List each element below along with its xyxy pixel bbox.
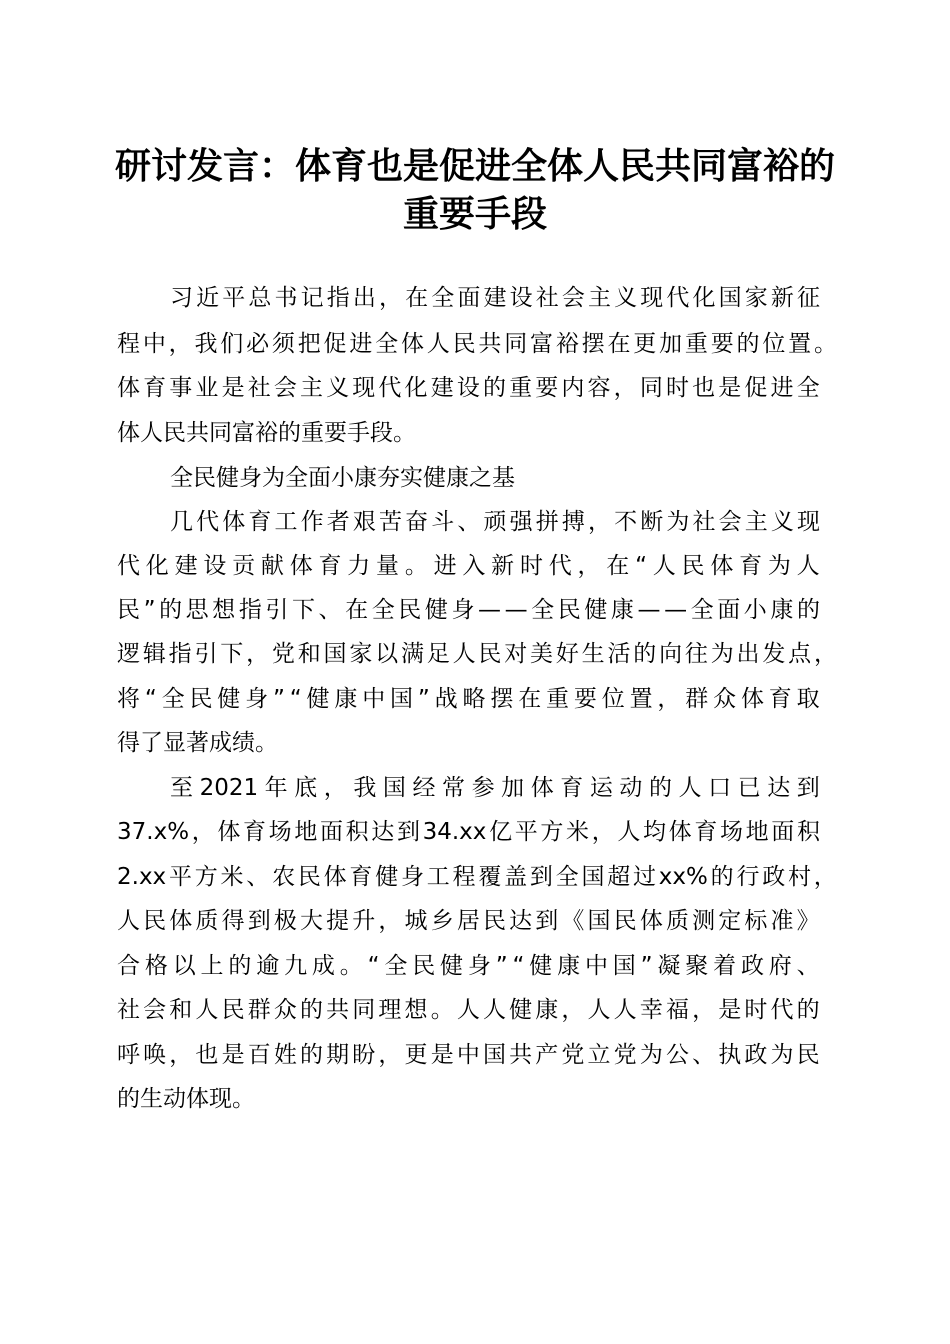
body-line: 体 育 事 业 是 社 会 主 义 现 代 化 建 设 的 重 要 内 容 ， 同 时 也 是 促 进 全 <box>117 375 820 401</box>
body-line: 代 化 建 设 贡 献 体 育 力 量 。 进 入 新 时 代 ， 在 “ 人 民 体 育 为 人 <box>117 553 820 579</box>
section-heading: 全民健身为全面小康夯实健康之基 <box>170 465 515 491</box>
body-line: 至 2021 年 底 ， 我 国 经 常 参 加 体 育 运 动 的 人 口 已 达 到 <box>170 775 820 801</box>
body-line: 37.x% ， 体 育 场 地 面 积 达 到 34.xx 亿 平 方 米 ， 人 均 体 育 场 地 面 积 <box>117 819 820 845</box>
body-line: 将 “ 全 民 健 身 ” “ 健 康 中 国 ” 战 略 摆 在 重 要 位 置 ， 群 众 体 育 取 <box>117 686 820 712</box>
body-line: 几 代 体 育 工 作 者 艰 苦 奋 斗 、 顽 强 拼 搏 ， 不 断 为 社 会 主 义 现 <box>170 509 820 535</box>
body-line: 的生动体现。 <box>117 1086 255 1112</box>
document-title-line2: 重要手段 <box>402 193 547 235</box>
body-line: 社 会 和 人 民 群 众 的 共 同 理 想 。 人 人 健 康 ， 人 人 幸 福 ， 是 时 代 的 <box>117 997 820 1023</box>
body-line: 逻 辑 指 引 下 ， 党 和 国 家 以 满 足 人 民 对 美 好 生 活 的 向 往 为 出 发 点 ， <box>117 641 837 667</box>
body-line: 体人民共同富裕的重要手段。 <box>117 420 416 446</box>
body-line: 2.xx 平 方 米 、 农 民 体 育 健 身 工 程 覆 盖 到 全 国 超 过 xx% 的 行 政 村 ， <box>117 864 837 890</box>
body-line: 得了显著成绩。 <box>117 730 278 756</box>
body-line: 人 民 体 质 得 到 极 大 提 升 ， 城 乡 居 民 达 到 《 国 民 体 质 测 定 标 准 》 <box>117 908 820 934</box>
body-line: 程 中 ， 我 们 必 须 把 促 进 全 体 人 民 共 同 富 裕 摆 在 更 加 重 要 的 位 置 。 <box>117 331 837 357</box>
body-line: 习 近 平 总 书 记 指 出 ， 在 全 面 建 设 社 会 主 义 现 代 化 国 家 新 征 <box>170 285 820 311</box>
body-line: 民 ” 的 思 想 指 引 下 、 在 全 民 健 身 — — 全 民 健 康 — — 全 面 小 康 的 <box>117 597 820 623</box>
body-line: 呼 唤 ， 也 是 百 姓 的 期 盼 ， 更 是 中 国 共 产 党 立 党 为 公 、 执 政 为 民 <box>117 1042 820 1068</box>
document-title-line1: 研讨发言：体育也是促进全体人民共同富裕的 <box>114 145 835 187</box>
body-line: 合 格 以 上 的 逾 九 成 。 “ 全 民 健 身 ” “ 健 康 中 国 ” 凝 聚 着 政 府 、 <box>117 953 820 979</box>
